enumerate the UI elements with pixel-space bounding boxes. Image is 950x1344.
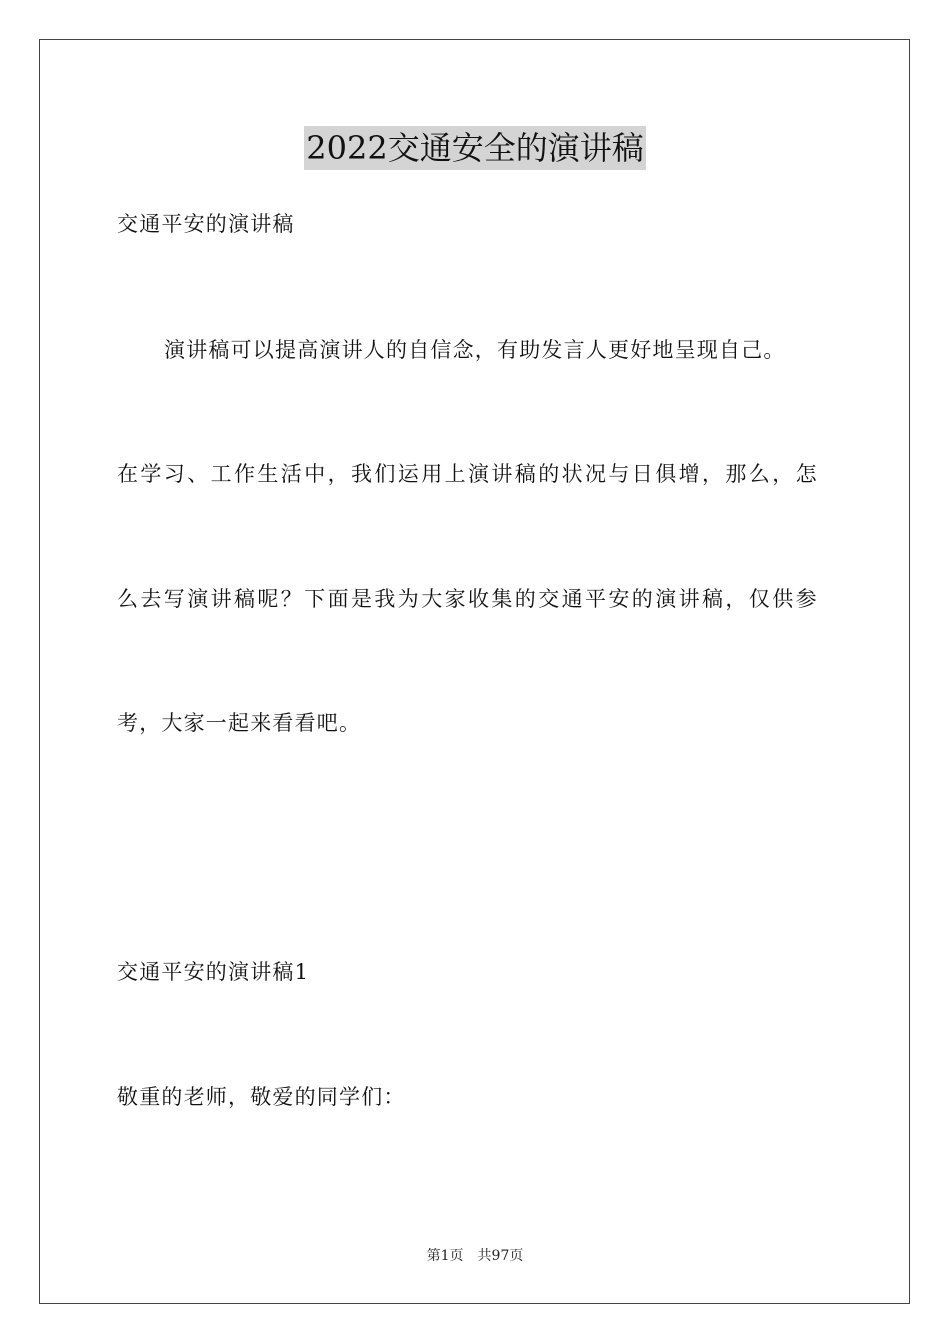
page-number: 第1页 xyxy=(426,1248,464,1264)
paragraph-line-4: 考，大家一起来看看吧。 xyxy=(117,711,362,735)
document-subtitle: 交通平安的演讲稿 xyxy=(117,212,295,236)
paragraph-line-2: 在学习、工作生活中，我们运用上演讲稿的状况与日俱增，那么，怎 xyxy=(117,462,819,486)
salutation: 敬重的老师，敬爱的同学们： xyxy=(117,1085,406,1109)
paragraph-line-1: 演讲稿可以提高演讲人的自信念，有助发言人更好地呈现自己。 xyxy=(164,338,786,362)
section-heading: 交通平安的演讲稿1 xyxy=(117,960,310,984)
document-title: 2022交通安全的演讲稿 xyxy=(304,126,645,170)
page-total: 共97页 xyxy=(477,1248,524,1264)
page-footer xyxy=(0,1246,950,1266)
paragraph-line-3: 么去写演讲稿呢？下面是我为大家收集的交通平安的演讲稿，仅供参 xyxy=(117,587,819,611)
title-container xyxy=(0,126,950,170)
